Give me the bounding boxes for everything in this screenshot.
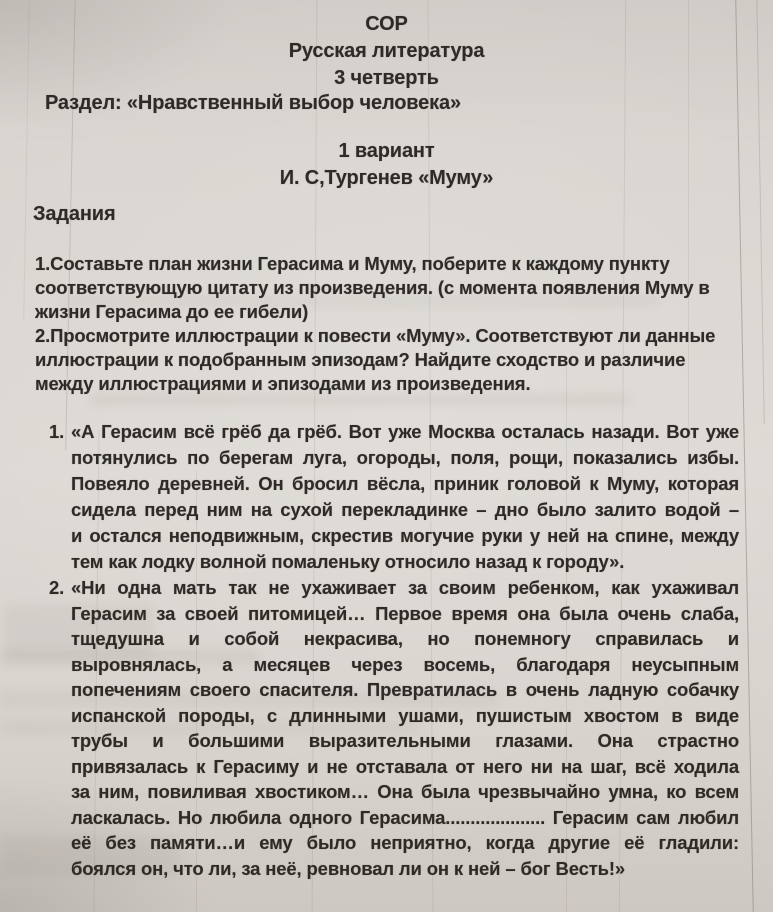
quote-line: «Ни одна мать так не ухаживает за своим ребенком, как ухаживал bbox=[71, 577, 739, 598]
bleed-through-smudge bbox=[90, 395, 630, 404]
quote-lines bbox=[71, 575, 739, 881]
quote-line: Герасим за своей питомицей… Первое время она была очень слаба, bbox=[71, 602, 739, 624]
task-list bbox=[35, 252, 741, 396]
task-line: жизни Герасима до ее гибели) bbox=[35, 301, 309, 322]
quote-line: тем как лодку волной помаленьку относило назад к городу». bbox=[71, 551, 625, 572]
task-line: между иллюстрациями и эпизодами из произведения. bbox=[35, 373, 531, 394]
quote-line: боялся он, что ли, за неё, ревновал ли он к ней – бог Весть!» bbox=[71, 857, 626, 879]
task-line: 1.Составьте план жизни Герасима и Муму, поберите к каждому пункту bbox=[35, 253, 670, 274]
quote-line: сидела перед ним на сухой перекладинке – дно было залито водой – bbox=[71, 499, 739, 520]
quote-line: тщедушна и собой некрасива, но понемногу справилась и bbox=[71, 628, 739, 649]
quote-line: Повеяло деревней. Он бросил вёсла, приник головой к Муму, которая bbox=[71, 473, 739, 494]
quote-line: ласкалась. Но любила одного Герасима.................... Герасим сам любил bbox=[71, 806, 739, 828]
quote-line: «А Герасим всё грёб да грёб. Вот уже Москва осталась назади. Вот уже bbox=[71, 421, 739, 442]
section-title: Раздел: «Нравственный выбор человека» bbox=[45, 92, 461, 114]
quote-number: 1. bbox=[49, 421, 65, 442]
header-block bbox=[0, 11, 773, 92]
task-line: иллюстрации к подобранным эпизодам? Найдите сходство и различие bbox=[35, 349, 686, 370]
quote-line: за ним, повиливая хвостиком… Она была чрезвычайно умна, ко всем bbox=[71, 781, 739, 802]
quote-item bbox=[49, 419, 739, 575]
quote-line: испанской породы, с длинными ушами, пушистым хвостом в виде bbox=[71, 704, 739, 726]
task-line: соответствующую цитату из произведения. (с момента появления Муму в bbox=[35, 277, 710, 298]
task-line: 2.Просмотрите иллюстрации к повести «Муму». Соответствуют ли данные bbox=[35, 325, 716, 346]
header-line: Русская литература bbox=[288, 40, 485, 62]
quote-number: 2. bbox=[49, 577, 65, 598]
variant-line: И. С,Тургенев «Муму» bbox=[279, 167, 494, 189]
header-line: СОР bbox=[365, 13, 408, 35]
quote-line: трубы и большими выразительными глазами. Она страстно bbox=[71, 730, 739, 751]
header-line: 3 четверть bbox=[334, 67, 439, 89]
quote-line: привязалась к Герасиму и не отставала от него ни на шаг, всё ходила bbox=[71, 755, 739, 777]
quote-line: потянулись по берегам луга, огороды, поля, рощи, показались избы. bbox=[71, 447, 739, 468]
variant-line: 1 вариант bbox=[338, 140, 435, 162]
tasks-heading: Задания bbox=[33, 203, 116, 225]
quote-line: выровнялась, а месяцев через восемь, благодаря неусыпным bbox=[71, 653, 739, 675]
quote-line: её без памяти…и ему было неприятно, когда другие её гладили: bbox=[71, 832, 739, 853]
quote-list bbox=[49, 419, 739, 881]
variant-block bbox=[0, 138, 773, 192]
quote-line: попечениям своего спасителя. Превратилась в очень ладную собачку bbox=[71, 679, 739, 700]
quote-item bbox=[49, 575, 739, 881]
quote-line: и остался неподвижным, скрестив могучие руки у ней на спине, между bbox=[71, 525, 739, 546]
quote-lines bbox=[71, 419, 739, 575]
